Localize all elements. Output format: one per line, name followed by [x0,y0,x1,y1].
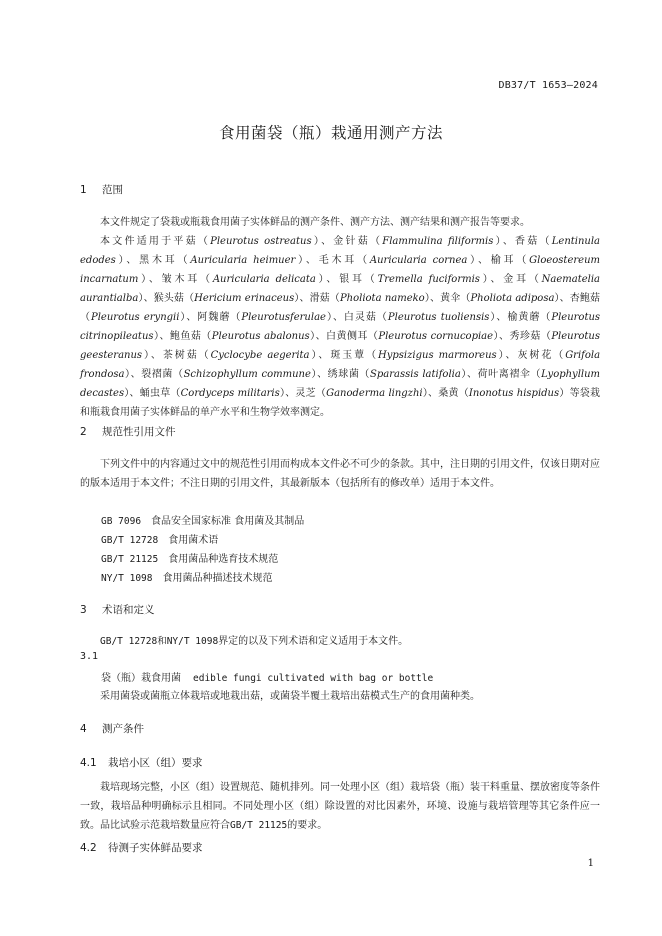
subsection-title: 栽培小区（组）要求 [108,757,203,769]
section-number: 2 [80,426,87,438]
reference-code: GB/T 12728 [101,535,159,546]
plot-requirements-tail: 的要求。 [287,820,328,831]
species-latin-name: Tremella fuciformis [377,274,480,285]
species-latin-name: Lentinula edodes [80,236,601,266]
species-latin-name: Pleurotus citrinopileatus [80,312,601,342]
section-2-heading [80,424,176,439]
document-title: 食用菌袋（瓶）栽通用测产方法 [218,124,443,142]
subsection-4-2-heading [80,840,203,855]
scope-text: ）、白黄侧耳（ [309,331,379,342]
page-number: 1 [587,858,594,869]
term-english: edible fungi cultivated with bag or bottle [193,673,434,684]
reference-item [101,569,272,584]
species-latin-name: Naematelia aurantialba [80,274,601,304]
species-latin-name: Schizophyllum commune [183,369,311,380]
section-number: 1 [80,184,87,196]
scope-text: ）、皱木耳（ [138,274,213,285]
reference-code: GB 7096 [101,516,142,527]
scope-text: ）、荷叶离褶伞（ [460,369,542,380]
section-3-heading [80,602,155,617]
species-latin-name: Cyclocybe aegerita [210,350,310,361]
scope-text: ）、秀珍菇（ [493,331,552,342]
plot-requirements-text: 栽培现场完整，小区（组）设置规范、随机排列。同一处理小区（组）栽培袋（瓶）装干料重量、摆放密度等条件一致，栽培品种明确标示且相同。不同处理小区（组）除设置的对比因素外，环境、设施与栽培管理等其它条件应一致。品比试验示范栽培数量应符合 [80,782,600,831]
species-latin-name: Pleurotus eryngii [91,312,180,323]
species-latin-name: Hericium erinaceus [194,293,295,304]
scope-text: ）、金针菇（ [311,236,383,247]
reference-item [101,512,304,527]
scope-text: ）、裂褶菌（ [124,369,184,380]
species-latin-name: Pholiota nameko [339,293,425,304]
species-latin-name: Pleurotus tuoliensis [387,312,490,323]
term-entry [101,669,433,684]
standard-code: DB37/T 1653—2024 [498,80,598,91]
species-latin-name: Pleurotus abalonus [211,331,310,342]
section-title: 规范性引用文件 [102,426,176,438]
term-chinese: 袋（瓶）栽食用菌 [101,673,181,684]
terms-intro [80,632,600,651]
scope-text: ）、杏鲍菇（ [80,293,601,323]
plot-requirements-paragraph [80,778,600,835]
subsection-4-1-heading [80,755,203,770]
scope-text: ）、桑黄（ [422,388,469,399]
scope-paragraph-1: 本文件规定了袋栽或瓶栽食用菌子实体鲜品的测产条件、测产方法、测产结果和测产报告等要求。 [100,217,530,228]
subsection-number: 4.2 [80,842,97,854]
scope-text: ）、阿魏蘑（ [179,312,242,323]
species-latin-name: Hypsizigus marmoreus [378,350,497,361]
species-latin-name: Auricularia heimuer [190,255,296,266]
species-latin-name: Pholiota adiposa [470,293,555,304]
scope-text: ）、榆黄蘑（ [489,312,552,323]
section-title: 范围 [102,184,123,196]
scope-text: ）、蛹虫草（ [124,388,181,399]
scope-text: ）、绣球菌（ [310,369,371,380]
scope-text: ）、榆耳（ [467,255,530,266]
scope-text: ）、香菇（ [493,236,552,247]
scope-text: ）、茶树菇（ [142,350,211,361]
reference-item [101,531,218,546]
species-latin-name: Auricularia delicata [212,274,316,285]
scope-text: 本文件适用于平菇（ [100,236,211,247]
species-latin-name: Pleurotusferulae [241,312,326,323]
scope-text: ）、黄伞（ [424,293,471,304]
species-latin-name: Pleurotus ostreatus [210,236,312,247]
scope-paragraph-2 [80,232,600,422]
scope-text: ）、鲍鱼菇（ [153,331,212,342]
terms-intro-text: 界定的以及下列术语和定义适用于本文件。 [218,636,409,647]
scope-text: ）、灵芝（ [279,388,327,399]
reference-item [101,550,278,565]
species-latin-name: Ganoderma lingzhi [326,388,423,399]
scope-text: ）、黑木耳（ [115,255,191,266]
species-latin-name: Sparassis latifolia [370,369,461,380]
section-title: 术语和定义 [102,604,155,616]
species-latin-name: Auricularia cornea [369,255,468,266]
reference-title: 食用菌术语 [168,535,219,546]
species-latin-name: Cordyceps militaris [180,388,280,399]
scope-text: ）、猴头菇（ [138,293,195,304]
species-latin-name: Lyophyllum decastes [80,369,601,399]
subsection-title: 待测子实体鲜品要求 [108,842,203,854]
scope-text: ）、银耳（ [315,274,378,285]
species-latin-name: Inonotus hispidus [468,388,560,399]
subsection-number: 4.1 [80,757,97,769]
section-number: 3 [80,604,87,616]
scope-text: ）、毛木耳（ [295,255,370,266]
species-latin-name: Pleurotus geesteranus [80,331,600,361]
reference-title: 食品安全国家标准 食用菌及其制品 [151,516,305,527]
reference-title: 食用菌品种描述技术规范 [162,573,273,584]
plot-requirements-code: GB/T 21125 [230,820,288,831]
scope-text: ）、滑菇（ [294,293,340,304]
species-latin-name: Pleurotus cornucopiae [378,331,494,342]
section-title: 测产条件 [102,723,144,735]
term-definition: 采用菌袋或菌瓶立体栽培或地栽出菇，或菌袋半覆土栽培出菇模式生产的食用菌种类。 [100,691,480,702]
section-4-heading [80,721,144,736]
scope-text: ）、金耳（ [479,274,542,285]
species-latin-name: Grifola frondosa [80,350,601,380]
terms-intro-codes: GB/T 12728和NY/T 1098 [100,636,219,647]
species-latin-name: Gloeostereum incarnatum [80,255,600,285]
scope-text: ）、斑玉蕈（ [309,350,379,361]
reference-code: GB/T 21125 [101,554,159,565]
term-number: 3.1 [80,651,99,662]
references-intro: 下列文件中的内容通过文中的规范性引用而构成本文件必不可少的条款。其中，注日期的引用文件，仅该日期对应的版本适用于本文件；不注日期的引用文件，其最新版本（包括所有的修改单）适用于本文件。 [80,459,600,489]
reference-code: NY/T 1098 [101,573,153,584]
section-number: 4 [80,723,87,735]
scope-text: ）、灰树花（ [496,350,566,361]
reference-title: 食用菌品种选育技术规范 [168,554,279,565]
scope-text: ）等袋栽和瓶栽食用菌子实体鲜品的单产水平和生物学效率测定。 [80,388,601,418]
scope-text: ）、白灵菇（ [325,312,388,323]
species-latin-name: Flammulina filiformis [382,236,494,247]
section-1-heading [80,182,123,197]
